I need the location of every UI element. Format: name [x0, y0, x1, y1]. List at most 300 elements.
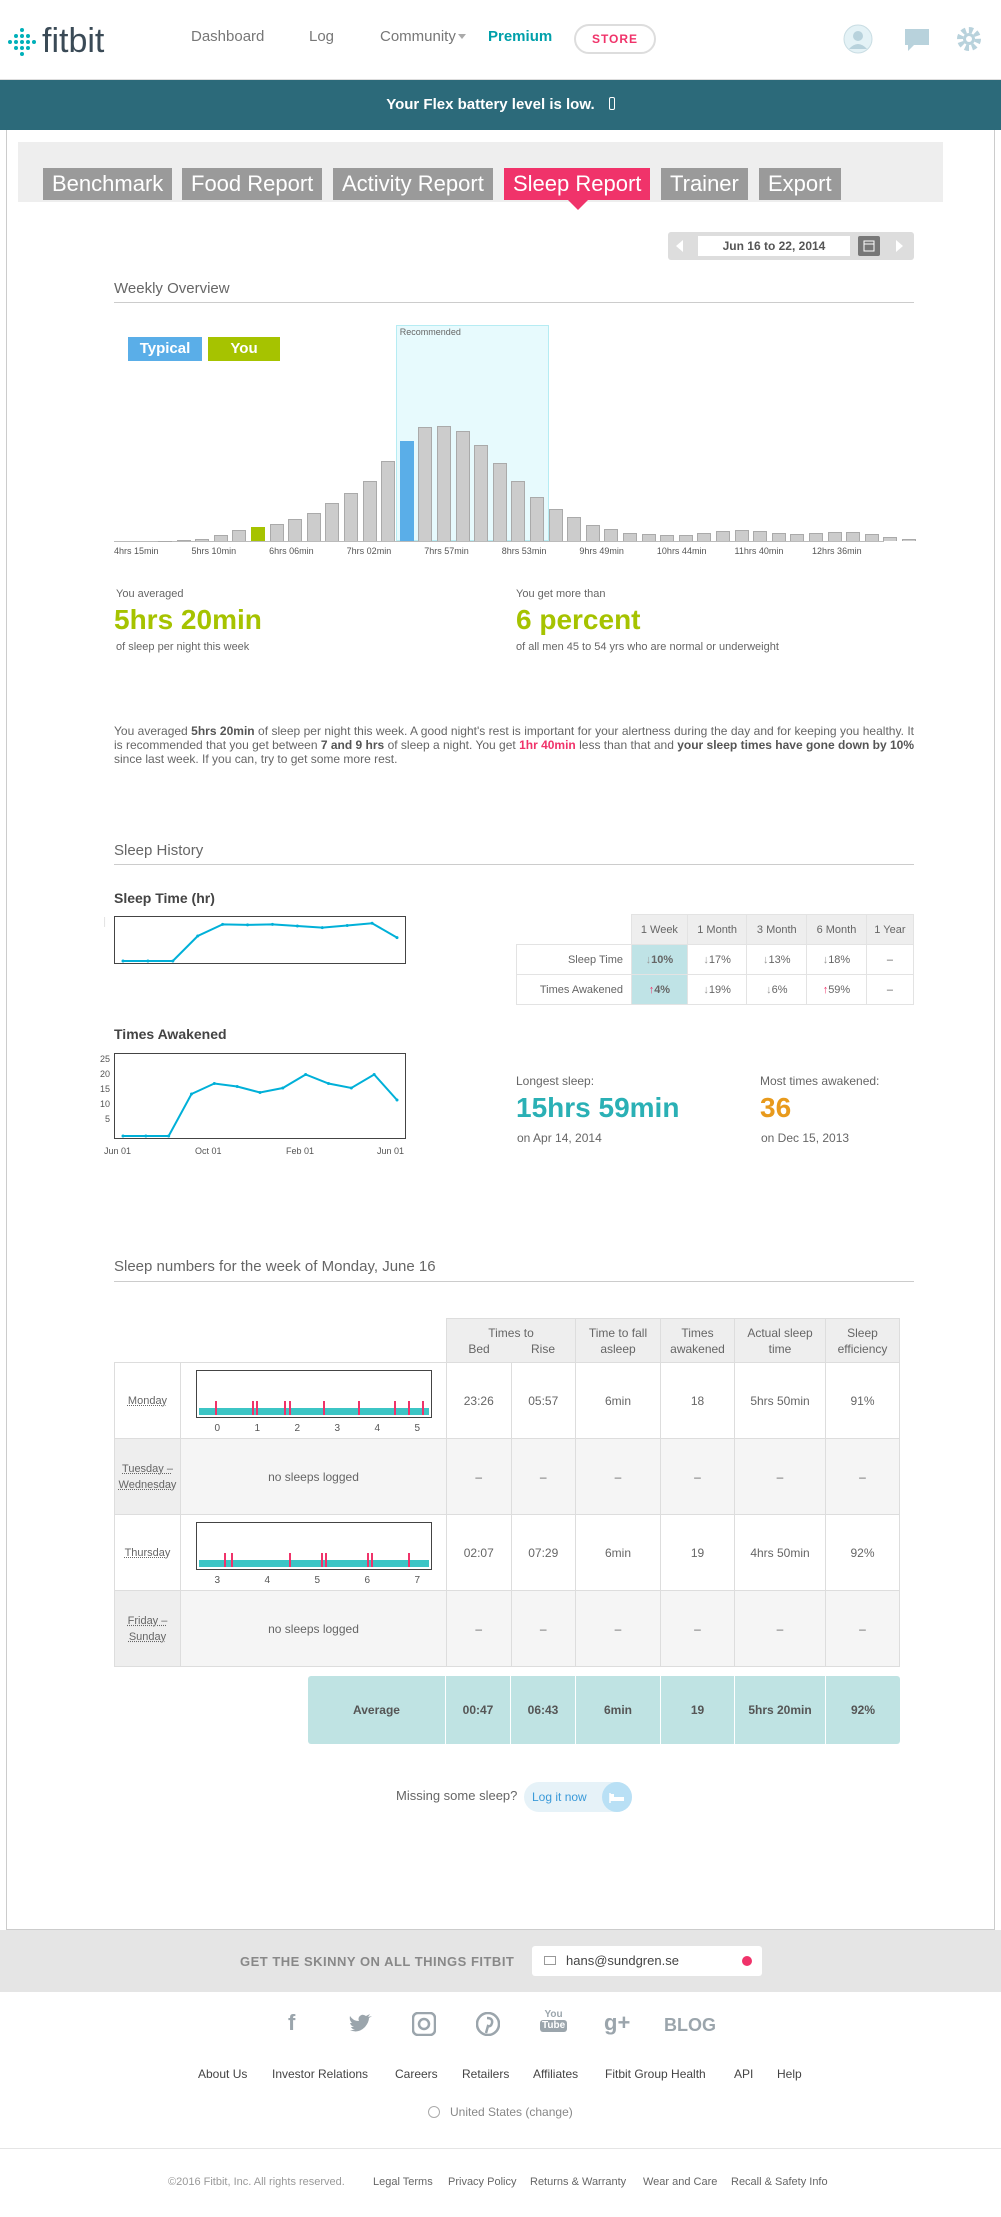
cell-awake: –: [661, 1439, 735, 1515]
cell-rise: 05:57: [511, 1363, 576, 1439]
data-point: [346, 924, 349, 927]
weekly-bar: [232, 530, 246, 541]
tab-food-report[interactable]: Food Report: [182, 168, 322, 200]
arrow-down-icon: ↓: [703, 953, 709, 966]
newsletter-email-input[interactable]: [532, 1946, 762, 1976]
longest-sleep-value: 15hrs 59min: [516, 1092, 680, 1123]
avg-bed: 00:47: [446, 1676, 511, 1744]
cell-bed: –: [447, 1591, 512, 1667]
more-sub: of all men 45 to 54 yrs who are normal or underweight: [516, 641, 779, 653]
top-header: [0, 0, 1001, 80]
weekly-bar: [716, 531, 730, 541]
fitbit-dots-icon: [8, 28, 36, 56]
change-value: 6%: [771, 983, 788, 996]
data-point: [144, 1135, 147, 1138]
nav-premium[interactable]: Premium: [488, 28, 553, 45]
awake-mark: [358, 1401, 360, 1415]
para-highlight: 1hr 40min: [519, 738, 576, 752]
avg-label: Average: [308, 1676, 446, 1744]
globe-icon: [428, 2106, 440, 2118]
col-bed: Bed: [468, 1341, 490, 1356]
change-cell: [747, 975, 807, 1005]
col-1-month[interactable]: 1 Month: [687, 915, 747, 945]
change-cell: [807, 945, 867, 975]
timeline-tick: 5: [414, 1422, 421, 1434]
change-value: 17%: [708, 953, 731, 966]
weekly-bar: [604, 529, 618, 541]
tab-trainer[interactable]: Trainer: [661, 168, 748, 200]
battery-message: Your Flex battery level is low.: [386, 96, 595, 113]
data-point: [213, 1082, 216, 1085]
sleep-timeline[interactable]: [181, 1515, 447, 1591]
data-point: [259, 1091, 262, 1094]
weekly-overview-title: Weekly Overview: [114, 280, 230, 297]
data-point: [371, 922, 374, 925]
cell-eff: –: [826, 1439, 900, 1515]
cell-bed: –: [447, 1439, 512, 1515]
data-point: [350, 1087, 353, 1090]
footer-link-api[interactable]: API: [734, 2067, 754, 2081]
timeline-tick: 0: [214, 1422, 221, 1434]
date-range-label[interactable]: Jun 16 to 22, 2014: [698, 236, 850, 256]
arrow-down-icon: ↓: [766, 983, 772, 996]
avg-rise: 06:43: [511, 1676, 576, 1744]
returns-warranty-link[interactable]: Returns & Warranty: [530, 2176, 627, 2188]
x-tick: Jun 01: [377, 1146, 405, 1156]
next-week-icon[interactable]: [896, 240, 903, 252]
row-times-awakened: [517, 975, 914, 1005]
cell-fall: –: [576, 1439, 661, 1515]
weekly-bar: [325, 503, 339, 541]
footer-link-affiliates[interactable]: Affiliates: [533, 2067, 579, 2081]
table-corner: [517, 915, 632, 945]
messages-icon[interactable]: [902, 24, 932, 54]
timeline-box: [196, 1370, 432, 1434]
timeline-tick: 3: [214, 1574, 221, 1586]
para-text: less than that and: [575, 738, 678, 752]
para-bold: 7 and 9 hrs: [320, 738, 385, 752]
timeline-tick: 4: [264, 1574, 271, 1586]
x-tick: Jun 01: [104, 1146, 132, 1156]
para-text: of sleep a night. You get: [384, 738, 520, 752]
series-line: [123, 1075, 397, 1137]
awake-mark: [394, 1401, 396, 1415]
timeline-tick: 6: [364, 1574, 371, 1586]
awake-mark: [422, 1401, 424, 1415]
weekly-bar: [846, 532, 860, 541]
weekly-summary-paragraph: [114, 724, 914, 766]
weekly-bar: [474, 445, 488, 541]
avg-value: 5hrs 20min: [114, 604, 262, 635]
weekly-bar: [251, 527, 265, 541]
times-to-label: Times to: [488, 1325, 534, 1340]
avg-fall: 6min: [576, 1676, 661, 1744]
cell-eff: 92%: [826, 1515, 900, 1591]
arrow-down-icon: ↓: [645, 953, 652, 966]
weekly-bar: [809, 533, 823, 541]
submit-arrow-icon[interactable]: [742, 1956, 752, 1966]
awake-mark: [408, 1553, 410, 1567]
log-it-now-label: Log it now: [532, 1790, 587, 1804]
timeline-box: [196, 1522, 432, 1586]
row-label: Times Awakened: [517, 975, 632, 1005]
prev-week-icon[interactable]: [676, 240, 683, 252]
change-value: 59%: [828, 983, 851, 996]
data-point: [396, 1099, 399, 1102]
sleep-history-title: Sleep History: [114, 842, 204, 859]
avatar-icon[interactable]: [843, 24, 873, 54]
arrow-down-icon: ↓: [703, 983, 709, 996]
weekly-bar: [437, 426, 451, 541]
weekly-x-tick: 10hrs 44min: [656, 546, 707, 556]
week-sleep-table: [114, 1318, 900, 1667]
times-awakened-chart: [114, 1053, 406, 1139]
y-tick: 20: [99, 1069, 110, 1079]
awake-mark: [215, 1401, 217, 1415]
data-point: [327, 1082, 330, 1085]
instagram-icon[interactable]: [412, 2012, 436, 2042]
newsletter-title: GET THE SKINNY ON ALL THINGS FITBIT: [240, 1954, 515, 1969]
awake-mark: [289, 1401, 291, 1415]
para-text: of sleep per night this week. A good night's rest is important for your alertness during the day and for keeping you healthy. It is recommended that you get between: [114, 724, 914, 752]
data-point: [271, 923, 274, 926]
weekly-bar: [195, 539, 209, 541]
weekly-bar: [511, 481, 525, 541]
no-sleeps-cell: no sleeps logged: [181, 1439, 447, 1515]
col-actual-sleep: Actual sleep time: [735, 1319, 826, 1363]
change-cell: [866, 975, 913, 1005]
x-tick: Feb 01: [286, 1146, 315, 1156]
awake-mark: [256, 1401, 258, 1415]
footer-link-retailers[interactable]: Retailers: [462, 2067, 510, 2081]
awake-mark: [252, 1401, 254, 1415]
col-1-week[interactable]: 1 Week: [632, 915, 688, 945]
cell-fall: –: [576, 1591, 661, 1667]
timeline-tick: 7: [414, 1574, 421, 1586]
wear-care-link[interactable]: Wear and Care: [643, 2176, 718, 2188]
weekly-x-tick: 9hrs 49min: [579, 546, 624, 556]
tab-benchmark[interactable]: Benchmark: [43, 168, 172, 200]
y-tick: 10: [99, 1099, 110, 1109]
col-times-awakened: Times awakened: [661, 1319, 735, 1363]
nav-log[interactable]: Log: [309, 28, 335, 45]
weekly-bar: [828, 532, 842, 541]
table-corner: [181, 1319, 447, 1363]
times-awakened-y-axis: [90, 1046, 110, 1146]
sleep-time-y-ticks: ·····: [101, 917, 107, 927]
times-awakened-chart-title: Times Awakened: [114, 1026, 227, 1042]
recommended-label: Recommended: [399, 327, 461, 337]
awake-mark: [231, 1553, 233, 1567]
longest-sleep-caption: Longest sleep:: [516, 1074, 595, 1088]
weekly-bar: [902, 539, 916, 541]
cell-actual: –: [735, 1439, 826, 1515]
avg-sub: of sleep per night this week: [116, 641, 250, 653]
arrow-up-icon: ↑: [822, 983, 829, 996]
change-value: 10%: [651, 953, 674, 966]
change-cell: [747, 945, 807, 975]
day-link[interactable]: Friday – Sunday: [115, 1591, 181, 1667]
weekly-bar: [344, 493, 358, 541]
para-text: since last week. If you can, try to get some more rest.: [114, 752, 398, 766]
avg-actual: 5hrs 20min: [735, 1676, 826, 1744]
week-rule: [114, 1281, 914, 1282]
cell-eff: 91%: [826, 1363, 900, 1439]
weekly-bar: [642, 534, 656, 541]
change-cell: [866, 945, 913, 975]
log-it-now-button[interactable]: [524, 1782, 632, 1812]
weekly-bar: [660, 535, 674, 541]
tab-sleep-report[interactable]: Sleep Report: [504, 168, 650, 200]
cell-awake: 19: [661, 1515, 735, 1591]
para-text: You averaged: [114, 724, 192, 738]
cell-actual: –: [735, 1591, 826, 1667]
row-sleep-time: [517, 945, 914, 975]
gear-icon[interactable]: [954, 24, 984, 54]
footer-divider: [0, 2148, 1001, 2149]
weekly-x-tick: 12hrs 36min: [812, 546, 862, 556]
data-point: [321, 926, 324, 929]
table-row: [115, 1363, 900, 1439]
data-point: [167, 1135, 170, 1138]
awake-mark: [325, 1553, 327, 1567]
awake-mark: [371, 1553, 373, 1567]
data-point: [146, 960, 149, 963]
col-sleep-efficiency: Sleep efficiency: [826, 1319, 900, 1363]
weekly-bar: [623, 533, 637, 541]
tab-export[interactable]: Export: [759, 168, 841, 200]
times-awakened-x-axis: [104, 1146, 424, 1160]
data-point: [296, 925, 299, 928]
weekly-bar: [158, 541, 172, 542]
weekly-bar: [549, 509, 563, 541]
data-point: [196, 935, 199, 938]
x-tick: Oct 01: [195, 1146, 222, 1156]
data-point: [171, 960, 174, 963]
weekly-bar: [753, 531, 767, 541]
weekly-bar: [363, 481, 377, 541]
cell-fall: 6min: [576, 1363, 661, 1439]
weekly-bar: [288, 519, 302, 541]
y-tick: 15: [99, 1084, 110, 1094]
arrow-down-icon: ↓: [763, 953, 769, 966]
timeline-tick: 1: [254, 1422, 261, 1434]
no-sleeps-cell: no sleeps logged: [181, 1591, 447, 1667]
weekly-bar: [679, 535, 693, 541]
fitbit-logo[interactable]: [8, 22, 104, 61]
weekly-x-tick: 6hrs 06min: [269, 546, 314, 556]
battery-banner: [0, 80, 1001, 130]
weekly-bar: [493, 463, 507, 541]
recall-safety-link[interactable]: Recall & Safety Info: [731, 2176, 828, 2188]
data-point: [122, 960, 125, 963]
weekly-bar: [865, 534, 879, 541]
more-caption: You get more than: [516, 588, 606, 600]
table-row: [115, 1439, 900, 1515]
logo-text: fitbit: [42, 22, 105, 60]
weekly-bar: [735, 530, 749, 541]
store-button[interactable]: STORE: [574, 24, 656, 54]
tab-activity-report[interactable]: Activity Report: [333, 168, 493, 200]
mail-icon: [544, 1956, 556, 1965]
weekly-x-tick: 7hrs 57min: [424, 546, 469, 556]
change-value: 18%: [828, 953, 851, 966]
data-point: [281, 1087, 284, 1090]
cell-rise: 07:29: [511, 1515, 576, 1591]
most-awakened-date: on Dec 15, 2013: [761, 1131, 850, 1145]
arrow-down-icon: ↓: [822, 953, 829, 966]
active-tab-pointer: [568, 200, 588, 210]
pinterest-icon[interactable]: [476, 2012, 500, 2042]
change-cell: [632, 975, 688, 1005]
nav-community[interactable]: Community: [380, 28, 456, 45]
legend-you: You: [208, 337, 280, 361]
weekly-bar: [307, 513, 321, 541]
data-point: [190, 1093, 193, 1096]
footer-link-careers[interactable]: Careers: [395, 2067, 438, 2081]
change-value: –: [886, 953, 893, 966]
col-time-to-fall: Time to fall asleep: [576, 1319, 661, 1363]
twitter-icon[interactable]: [348, 2014, 372, 2040]
week-table-title: Sleep numbers for the week of Monday, June 16: [114, 1258, 436, 1275]
table-corner: [115, 1319, 181, 1363]
cell-awake: 18: [661, 1363, 735, 1439]
most-awakened-value: 36: [760, 1092, 792, 1123]
data-point: [396, 936, 399, 939]
data-point: [122, 1135, 125, 1138]
most-awakened-caption: Most times awakened:: [760, 1074, 880, 1088]
weekly-bar: [567, 517, 581, 541]
para-bold: your sleep times have gone down by 10%: [677, 738, 914, 752]
youtube-icon[interactable]: You Tube: [542, 2009, 566, 2031]
avg-eff: 92%: [850, 1703, 876, 1717]
legal-terms-link[interactable]: Legal Terms: [373, 2176, 433, 2188]
weekly-bar: [381, 461, 395, 541]
data-point: [236, 1085, 239, 1088]
para-bold: 5hrs 20min: [191, 724, 255, 738]
awake-mark: [284, 1401, 286, 1415]
weekly-x-tick: 7hrs 02min: [346, 546, 392, 556]
weekly-x-tick: 8hrs 53min: [501, 546, 547, 556]
footer-link-investor[interactable]: Investor Relations: [272, 2067, 369, 2081]
cell-bed: 23:26: [447, 1363, 512, 1439]
col-6-month[interactable]: 6 Month: [807, 915, 867, 945]
copyright: ©2016 Fitbit, Inc. All rights reserved.: [168, 2176, 345, 2188]
weekly-bar: [883, 537, 897, 541]
locale-name: United States: [450, 2105, 523, 2119]
awake-mark: [224, 1553, 226, 1567]
awake-mark: [408, 1401, 410, 1415]
change-value: 19%: [708, 983, 731, 996]
y-tick: 5: [104, 1114, 110, 1124]
blog-link[interactable]: BLOG: [664, 2015, 716, 2035]
col-1-year[interactable]: 1 Year: [866, 915, 913, 945]
locale-change[interactable]: (change): [525, 2105, 573, 2119]
data-point: [304, 1073, 307, 1076]
calendar-icon[interactable]: [858, 236, 880, 256]
battery-icon: [609, 97, 615, 110]
email-value: hans@sundgren.se: [566, 1953, 679, 1968]
col-3-month[interactable]: 3 Month: [747, 915, 807, 945]
privacy-policy-link[interactable]: Privacy Policy: [448, 2176, 517, 2188]
cell-bed: 02:07: [447, 1515, 512, 1591]
change-value: –: [886, 983, 893, 996]
facebook-icon[interactable]: f: [288, 2010, 296, 2035]
history-change-table: [516, 914, 914, 1005]
col-times-to: [447, 1319, 576, 1363]
weekly-bar: [270, 524, 284, 541]
sleep-time-chart-title: Sleep Time (hr): [114, 890, 215, 906]
day-link[interactable]: Monday: [115, 1363, 181, 1439]
newsletter-bar: [0, 1930, 1001, 1992]
chart-baseline: [114, 541, 884, 542]
change-cell: [807, 975, 867, 1005]
date-picker: [668, 232, 914, 260]
data-point: [221, 923, 224, 926]
sleep-time-plot: [115, 917, 405, 963]
weekly-rule: [114, 302, 914, 303]
awake-mark: [323, 1401, 325, 1415]
weekly-bar: [456, 431, 470, 541]
sleep-time-chart: [114, 916, 406, 964]
weekly-bar: [177, 540, 191, 541]
google-plus-icon[interactable]: g+: [604, 2010, 631, 2035]
change-value: 13%: [768, 953, 791, 966]
weekly-bar: [772, 533, 786, 541]
weekly-bar: [790, 534, 804, 541]
change-cell: [687, 975, 747, 1005]
community-caret-icon: [458, 34, 466, 39]
footer-link-help[interactable]: Help: [777, 2067, 802, 2081]
more-value: 6 percent: [516, 604, 641, 635]
weekly-bar: [214, 535, 228, 541]
timeline-tick: 2: [294, 1422, 301, 1434]
asleep-band: [199, 1560, 429, 1567]
avg-awake: 19: [661, 1676, 735, 1744]
y-tick: 25: [99, 1054, 110, 1064]
day-link[interactable]: Thursday: [115, 1515, 181, 1591]
cell-rise: –: [511, 1439, 576, 1515]
weekly-bar: [400, 441, 414, 541]
change-cell: [687, 945, 747, 975]
series-line: [123, 923, 397, 961]
footer-link-group-health[interactable]: Fitbit Group Health: [605, 2067, 706, 2081]
row-label: Sleep Time: [517, 945, 632, 975]
timeline-tick: 5: [314, 1574, 321, 1586]
awake-mark: [321, 1553, 323, 1567]
weekly-x-tick: 4hrs 15min: [114, 546, 159, 556]
missing-sleep-text: Missing some sleep?: [396, 1788, 518, 1803]
sleep-timeline[interactable]: [181, 1363, 447, 1439]
weekly-bar: [697, 533, 711, 541]
col-rise: Rise: [530, 1341, 555, 1356]
nav-dashboard[interactable]: Dashboard: [191, 28, 265, 45]
day-link[interactable]: Tuesday – Wednesday: [115, 1439, 181, 1515]
weekly-bar: [530, 497, 544, 541]
timeline-tick: 4: [374, 1422, 381, 1434]
footer-link-about[interactable]: About Us: [198, 2067, 248, 2081]
bed-icon: [602, 1782, 632, 1812]
cell-actual: 4hrs 50min: [735, 1515, 826, 1591]
history-rule: [114, 864, 914, 865]
longest-sleep-date: on Apr 14, 2014: [517, 1131, 602, 1145]
change-cell: [632, 945, 688, 975]
cell-awake: –: [661, 1591, 735, 1667]
awake-mark: [289, 1553, 291, 1567]
locale-label[interactable]: [450, 2105, 573, 2119]
table-row: [115, 1591, 900, 1667]
cell-rise: –: [511, 1591, 576, 1667]
